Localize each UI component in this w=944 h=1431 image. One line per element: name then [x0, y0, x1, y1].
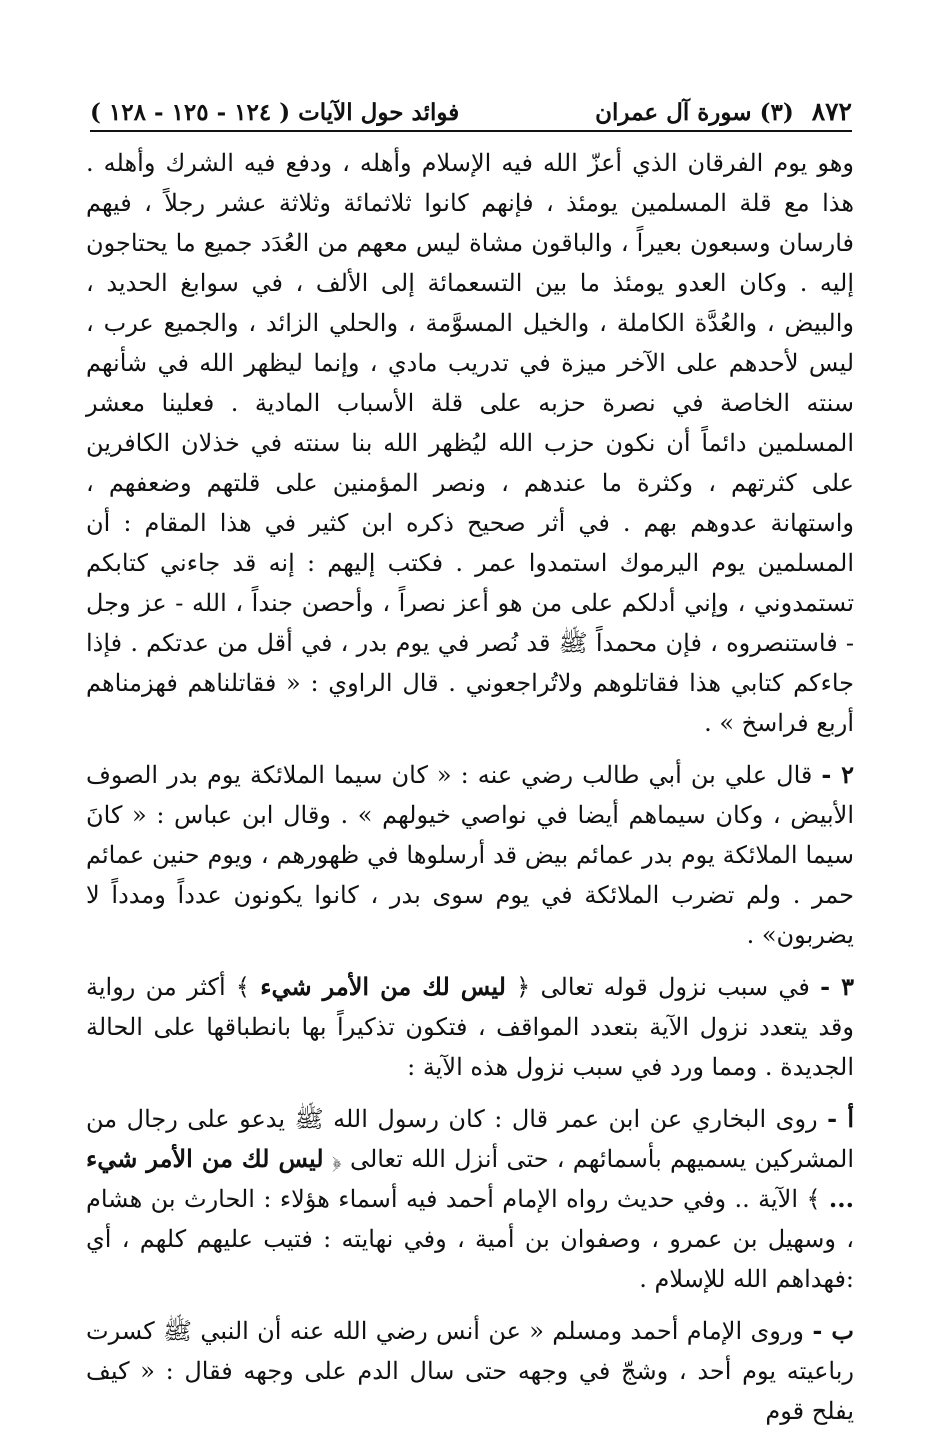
- section-title: فوائد حول الآيات ( ١٢٤ - ١٢٥ - ١٢٨ ): [90, 99, 460, 126]
- paragraph-4-after: ﴾ الآية .. وفي حديث رواه الإمام أحمد فيه أسماء هؤلاء : الحارث بن هشام ، وسهيل بن عمرو ، وصفوان بن أمية ، وفي نهايته : فتيب عليهم كلهم ، أي :فهداهم الله للإسلام .: [86, 1185, 854, 1293]
- paragraph-5-marker: ب -: [812, 1316, 854, 1345]
- paragraph-3-after: ﴾ أكثر من رواية وقد يتعدد نزول الآية بتعدد المواقف ، فتكون تذكيراً بها بانطباقها على الحالة الجديدة . ومما ورد في سبب نزول هذه الآية :: [86, 973, 854, 1081]
- header-chapter-group: [595, 99, 852, 124]
- paragraph-5: [86, 1311, 854, 1431]
- running-header: [90, 82, 852, 124]
- paragraph-1-text: وهو يوم الفرقان الذي أعزّ الله فيه الإسلام وأهله ، ودفع فيه الشرك وأهله . هذا مع قلة المسلمين يومئذ ، فإنهم كانوا ثلاثمائة وثلاثة عشر رجلاً ، فيهم فارسان وسبعون بعيراً ، والباقون مشاة ليس معهم من العُدَد جميع ما يحتاجون إليه . وكان العدو يومئذ ما بين التسعمائة إلى الألف ، في سوابغ الحديد ، والبيض ، والعُدَّة الكاملة ، والخيل المسوَّمة ، والحلي الزائد ، والجميع عرب ، ليس لأحدهم على الآخر ميزة في تدريب مادي ، وإنما ليظهر الله في شأنهم سنته الخاصة في نصرة حزبه على قلة الأسباب المادية . فعلينا معشر المسلمين دائماً أن نكون حزب الله ليُظهر الله بنا سنته في خذلان الكافرين على كثرتهم ، وكثرة ما عندهم ، ونصر المؤمنين على قلتهم وضعفهم ، واستهانة عدوهم بهم . في أثر صحيح ذكره ابن كثير في هذا المقام : أن المسلمين يوم اليرموك استمدوا عمر . فكتب إليهم : إنه قد جاءني كتابكم تستمدوني ، وإني أدلكم على من هو أعز نصراً ، وأحصن جنداً ، الله - عز وجل - فاستنصروه ، فإن محمداً ﷺ قد نُصر في يوم بدر ، في أقل من عدتكم . فإذا جاءكم كتابي هذا فقاتلوهم ولاتُراجعوني . قال الراوي : « فقاتلناهم فهزمناهم أربع فراسخ » .: [86, 149, 855, 737]
- paragraph-1: [86, 143, 854, 743]
- paragraph-3-before: في سبب نزول قوله تعالى ﴿: [505, 973, 821, 1001]
- header-divider: [90, 130, 852, 132]
- paragraph-5-text: وروى الإمام أحمد ومسلم « عن أنس رضي الله عنه أن النبي ﷺ كسرت رباعيته يوم أحد ، وشجّ في وجهه حتى سال الدم على وجهه فقال : « كيف يفلح قوم: [86, 1317, 854, 1425]
- paragraph-3-marker: ٣ -: [820, 972, 854, 1001]
- quran-quote-2: ليس لك من الأمر شيء ...: [86, 1144, 854, 1213]
- paragraph-2: [86, 755, 854, 955]
- chapter-title: (٣) سورة آل عمران: [595, 99, 794, 126]
- paragraph-4: [86, 1099, 854, 1299]
- paragraph-4-before: روى البخاري عن ابن عمر قال : كان رسول الله ﷺ يدعو على رجال من المشركين يسميهم بأسمائهم ، حتى أنزل الله تعالى ﴿: [86, 1105, 854, 1173]
- paragraph-2-text: قال علي بن أبي طالب رضي عنه : « كان سيما الملائكة يوم بدر الصوف الأبيض ، وكان سيماهم أيضا في نواصي خيولهم » . وقال ابن عباس : « كانَ سيما الملائكة يوم بدر عمائم بيض قد أرسلوها في ظهورهم ، ويوم حنين عمائم حمر . ولم تضرب الملائكة في يوم سوى بدر ، كانوا يكونون عدداً ومدداً لا يضربون» .: [86, 761, 854, 949]
- page-number: ٨٧٢: [811, 97, 852, 126]
- paragraph-4-marker: أ -: [827, 1104, 854, 1133]
- paragraph-2-marker: ٢ -: [821, 760, 854, 789]
- quran-quote: ليس لك من الأمر شيء: [260, 972, 506, 1001]
- document-body: [86, 143, 854, 1431]
- paragraph-3: [86, 967, 854, 1087]
